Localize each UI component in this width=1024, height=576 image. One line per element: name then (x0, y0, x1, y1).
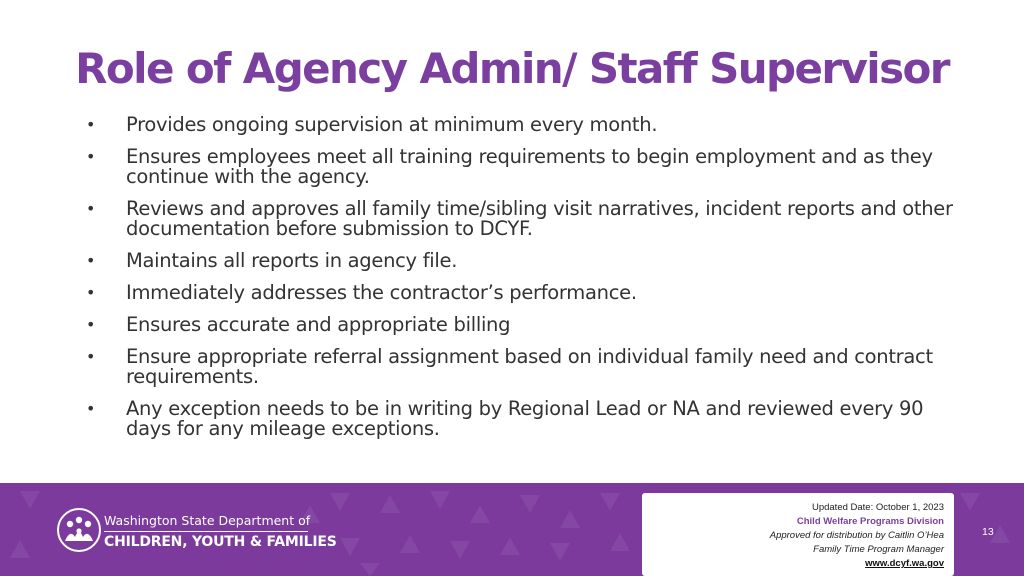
list-item (84, 115, 964, 135)
website-link[interactable]: www.dcyf.wa.gov (865, 558, 944, 569)
bullet-text: Ensures employees meet all training requirements to begin employment and as they continue with the agency. (126, 145, 933, 188)
bullet-list (84, 115, 964, 451)
info-box (642, 493, 954, 576)
dcyf-family-logo-icon (56, 507, 102, 553)
approval-note: Approved for distribution by Caitlin O’Hea (769, 530, 944, 541)
division-name: Child Welfare Programs Division (796, 516, 944, 527)
dcyf-logo[interactable] (56, 507, 337, 557)
bullet-icon: • (86, 399, 96, 418)
list-item (84, 147, 964, 187)
bullet-text: Ensure appropriate referral assignment based on individual family need and contract requirements. (126, 345, 933, 388)
bullet-text: Reviews and approves all family time/sibling visit narratives, incident reports and other documentation before submission to DCYF. (126, 197, 953, 240)
list-item (84, 315, 964, 335)
logo-line-agency: CHILDREN, YOUTH & FAMILIES (104, 534, 337, 550)
bullet-icon: • (86, 347, 96, 366)
bullet-text: Ensures accurate and appropriate billing (126, 313, 511, 336)
slide-title: Role of Agency Admin/ Staff Supervisor (75, 44, 949, 93)
bullet-icon: • (86, 199, 96, 218)
bullet-icon: • (86, 147, 96, 166)
list-item (84, 399, 964, 439)
list-item (84, 347, 964, 387)
bullet-icon: • (86, 251, 96, 270)
bullet-text: Provides ongoing supervision at minimum every month. (126, 113, 658, 136)
bullet-text: Immediately addresses the contractor’s performance. (126, 281, 637, 304)
logo-line-department: Washington State Department of (104, 513, 311, 528)
bullet-icon: • (86, 315, 96, 334)
list-item (84, 283, 964, 303)
bullet-text: Maintains all reports in agency file. (126, 249, 458, 272)
bullet-icon: • (86, 115, 96, 134)
list-item (84, 251, 964, 271)
list-item (84, 199, 964, 239)
bullet-icon: • (86, 283, 96, 302)
manager-title: Family Time Program Manager (813, 544, 944, 555)
updated-date: Updated Date: October 1, 2023 (811, 502, 944, 513)
bullet-text: Any exception needs to be in writing by Regional Lead or NA and reviewed every 90 days for any mileage exceptions. (126, 397, 924, 440)
logo-divider (104, 531, 308, 532)
page-number: 13 (982, 526, 994, 538)
